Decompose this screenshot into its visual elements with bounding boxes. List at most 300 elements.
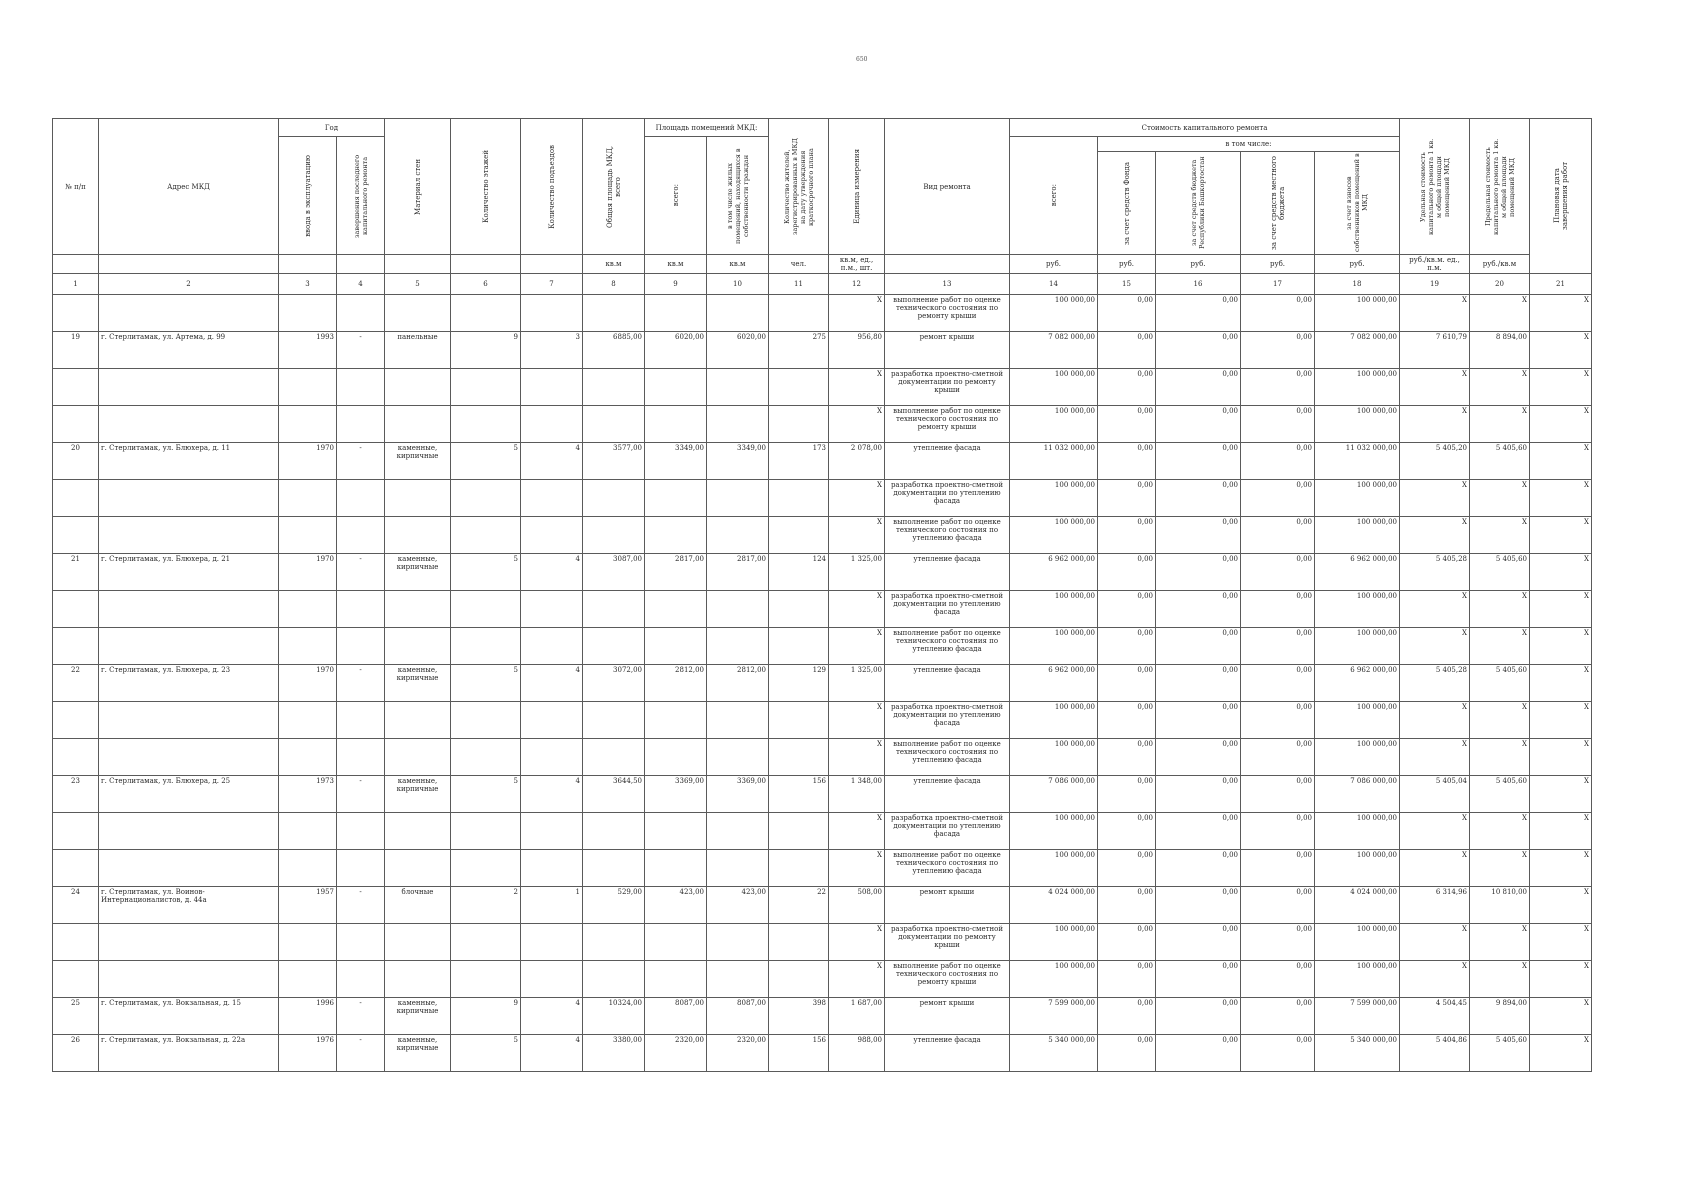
row-residents: 173 xyxy=(769,443,829,480)
row-total-area: 3644,50 xyxy=(583,776,645,813)
row-cost-owners: 100 000,00 xyxy=(1315,702,1400,739)
row-cost-fund: 0,00 xyxy=(1098,554,1156,591)
row-cost-fund: 0,00 xyxy=(1098,702,1156,739)
row-max-cost: X xyxy=(1470,480,1530,517)
row-unit-measure: 1 325,00 xyxy=(829,554,885,591)
row-residents xyxy=(769,739,829,776)
row-cost-local: 0,00 xyxy=(1241,739,1315,776)
row-cost-fund: 0,00 xyxy=(1098,961,1156,998)
row-work-type: ремонт крыши xyxy=(885,887,1010,924)
table-row xyxy=(53,480,1592,517)
row-wall-material: каменные, кирпичные xyxy=(385,443,451,480)
row-cost-local: 0,00 xyxy=(1241,776,1315,813)
column-number: 21 xyxy=(1530,274,1592,295)
row-last-repair xyxy=(337,517,385,554)
row-specific-cost: X xyxy=(1400,406,1470,443)
row-premises-included: 3369,00 xyxy=(707,776,769,813)
row-number: 23 xyxy=(53,776,99,813)
row-year xyxy=(279,480,337,517)
row-premises-included: 2812,00 xyxy=(707,665,769,702)
row-work-type: выполнение работ по оценке технического состояния по ремонту крыши xyxy=(885,961,1010,998)
row-total-area xyxy=(583,850,645,887)
row-cost-total: 7 082 000,00 xyxy=(1010,332,1098,369)
row-total-area xyxy=(583,739,645,776)
row-cost-republic: 0,00 xyxy=(1156,702,1241,739)
row-cost-owners: 100 000,00 xyxy=(1315,628,1400,665)
column-number: 10 xyxy=(707,274,769,295)
row-address xyxy=(99,850,279,887)
row-number: 19 xyxy=(53,332,99,369)
row-residents xyxy=(769,961,829,998)
row-year xyxy=(279,961,337,998)
row-premises-total xyxy=(645,295,707,332)
row-wall-material xyxy=(385,517,451,554)
table-row xyxy=(53,961,1592,998)
row-specific-cost: 5 405,04 xyxy=(1400,776,1470,813)
row-cost-local: 0,00 xyxy=(1241,924,1315,961)
row-wall-material xyxy=(385,813,451,850)
row-total-area: 6885,00 xyxy=(583,332,645,369)
row-unit-measure: 956,80 xyxy=(829,332,885,369)
row-last-repair: - xyxy=(337,665,385,702)
row-year xyxy=(279,702,337,739)
row-year: 1970 xyxy=(279,554,337,591)
header-address: Адрес МКД xyxy=(99,119,279,255)
row-entrances xyxy=(521,813,583,850)
row-work-type: разработка проектно-сметной документации по утеплению фасада xyxy=(885,813,1010,850)
row-max-cost: 8 894,00 xyxy=(1470,332,1530,369)
table-row xyxy=(53,776,1592,813)
row-unit-measure: X xyxy=(829,739,885,776)
row-entrances: 4 xyxy=(521,1035,583,1072)
row-cost-total: 7 599 000,00 xyxy=(1010,998,1098,1035)
unit-cell-year xyxy=(279,255,337,274)
row-cost-republic: 0,00 xyxy=(1156,776,1241,813)
row-premises-included xyxy=(707,517,769,554)
row-floors xyxy=(451,591,521,628)
row-cost-fund: 0,00 xyxy=(1098,332,1156,369)
row-year: 1996 xyxy=(279,998,337,1035)
row-premises-included: 8087,00 xyxy=(707,998,769,1035)
row-address xyxy=(99,702,279,739)
row-floors: 2 xyxy=(451,887,521,924)
row-floors xyxy=(451,739,521,776)
row-address xyxy=(99,739,279,776)
row-premises-included xyxy=(707,850,769,887)
row-premises-included xyxy=(707,924,769,961)
unit-cost-total: руб. xyxy=(1010,255,1098,274)
row-work-type: выполнение работ по оценке технического состояния по утеплению фасада xyxy=(885,739,1010,776)
row-last-repair: - xyxy=(337,887,385,924)
row-max-cost: X xyxy=(1470,924,1530,961)
row-entrances: 4 xyxy=(521,443,583,480)
row-entrances xyxy=(521,850,583,887)
row-premises-total xyxy=(645,369,707,406)
row-work-type: утепление фасада xyxy=(885,665,1010,702)
table-row xyxy=(53,554,1592,591)
row-residents: 156 xyxy=(769,776,829,813)
column-number: 1 xyxy=(53,274,99,295)
row-residents: 22 xyxy=(769,887,829,924)
row-cost-owners: 100 000,00 xyxy=(1315,369,1400,406)
row-address xyxy=(99,369,279,406)
row-cost-republic: 0,00 xyxy=(1156,924,1241,961)
row-premises-total: 2320,00 xyxy=(645,1035,707,1072)
table-row xyxy=(53,591,1592,628)
row-planned-date: X xyxy=(1530,591,1592,628)
row-cost-total: 4 024 000,00 xyxy=(1010,887,1098,924)
row-wall-material xyxy=(385,295,451,332)
row-unit-measure: 2 078,00 xyxy=(829,443,885,480)
column-number: 5 xyxy=(385,274,451,295)
row-unit-measure: X xyxy=(829,591,885,628)
header-residents: Количество жителей, зарегистрированных в МКД на дату утверждения краткосрочного плана xyxy=(769,119,829,255)
header-including: в том числе: xyxy=(1098,137,1400,152)
row-specific-cost: 5 405,20 xyxy=(1400,443,1470,480)
table-row xyxy=(53,739,1592,776)
row-cost-owners: 7 599 000,00 xyxy=(1315,998,1400,1035)
row-max-cost: 10 810,00 xyxy=(1470,887,1530,924)
row-work-type: разработка проектно-сметной документации по утеплению фасада xyxy=(885,591,1010,628)
row-cost-owners: 100 000,00 xyxy=(1315,961,1400,998)
row-cost-local: 0,00 xyxy=(1241,813,1315,850)
unit-cell-address xyxy=(99,255,279,274)
row-entrances xyxy=(521,406,583,443)
row-number xyxy=(53,739,99,776)
row-year: 1957 xyxy=(279,887,337,924)
row-planned-date: X xyxy=(1530,406,1592,443)
row-number: 20 xyxy=(53,443,99,480)
row-max-cost: 5 405,60 xyxy=(1470,665,1530,702)
row-cost-owners: 100 000,00 xyxy=(1315,850,1400,887)
row-floors xyxy=(451,480,521,517)
row-work-type: разработка проектно-сметной документации по утеплению фасада xyxy=(885,702,1010,739)
row-year xyxy=(279,850,337,887)
header-unit-measure: Единица измерения xyxy=(829,119,885,255)
row-cost-republic: 0,00 xyxy=(1156,887,1241,924)
row-premises-total: 6020,00 xyxy=(645,332,707,369)
row-cost-local: 0,00 xyxy=(1241,517,1315,554)
header-total-area: Общая площадь МКД, всего xyxy=(583,119,645,255)
row-wall-material: каменные, кирпичные xyxy=(385,1035,451,1072)
row-max-cost: X xyxy=(1470,961,1530,998)
row-wall-material xyxy=(385,406,451,443)
row-cost-republic: 0,00 xyxy=(1156,850,1241,887)
table-row xyxy=(53,628,1592,665)
row-cost-owners: 100 000,00 xyxy=(1315,739,1400,776)
row-cost-total: 7 086 000,00 xyxy=(1010,776,1098,813)
row-last-repair xyxy=(337,591,385,628)
row-planned-date: X xyxy=(1530,628,1592,665)
row-unit-measure: X xyxy=(829,480,885,517)
row-last-repair xyxy=(337,369,385,406)
row-cost-fund: 0,00 xyxy=(1098,480,1156,517)
row-planned-date: X xyxy=(1530,480,1592,517)
row-wall-material xyxy=(385,591,451,628)
row-premises-total xyxy=(645,924,707,961)
table-row xyxy=(53,406,1592,443)
row-planned-date: X xyxy=(1530,850,1592,887)
unit-residents: чел. xyxy=(769,255,829,274)
row-max-cost: X xyxy=(1470,406,1530,443)
row-premises-total xyxy=(645,961,707,998)
row-cost-owners: 100 000,00 xyxy=(1315,480,1400,517)
row-cost-total: 100 000,00 xyxy=(1010,295,1098,332)
unit-cell-floors xyxy=(451,255,521,274)
column-number: 14 xyxy=(1010,274,1098,295)
row-cost-owners: 4 024 000,00 xyxy=(1315,887,1400,924)
row-premises-included: 2817,00 xyxy=(707,554,769,591)
row-cost-owners: 6 962 000,00 xyxy=(1315,554,1400,591)
row-cost-total: 100 000,00 xyxy=(1010,813,1098,850)
row-work-type: разработка проектно-сметной документации по утеплению фасада xyxy=(885,480,1010,517)
unit-cell-repair xyxy=(337,255,385,274)
row-cost-total: 100 000,00 xyxy=(1010,961,1098,998)
row-premises-included xyxy=(707,295,769,332)
row-cost-republic: 0,00 xyxy=(1156,443,1241,480)
row-address: г. Стерлитамак, ул. Блюхера, д. 23 xyxy=(99,665,279,702)
row-wall-material xyxy=(385,850,451,887)
row-planned-date: X xyxy=(1530,443,1592,480)
row-unit-measure: X xyxy=(829,813,885,850)
row-cost-owners: 5 340 000,00 xyxy=(1315,1035,1400,1072)
row-cost-fund: 0,00 xyxy=(1098,665,1156,702)
table-row xyxy=(53,850,1592,887)
row-premises-total xyxy=(645,702,707,739)
row-max-cost: X xyxy=(1470,739,1530,776)
row-specific-cost: X xyxy=(1400,961,1470,998)
row-premises-included xyxy=(707,739,769,776)
header-specific-cost: Удельная стоимость капитального ремонта 1 кв. м общей площади помещений МКД xyxy=(1400,119,1470,255)
row-cost-total: 100 000,00 xyxy=(1010,850,1098,887)
row-cost-republic: 0,00 xyxy=(1156,517,1241,554)
row-cost-republic: 0,00 xyxy=(1156,480,1241,517)
row-last-repair: - xyxy=(337,1035,385,1072)
row-cost-owners: 11 032 000,00 xyxy=(1315,443,1400,480)
row-address: г. Стерлитамак, ул. Блюхера, д. 11 xyxy=(99,443,279,480)
row-premises-total: 2817,00 xyxy=(645,554,707,591)
unit-cell-material xyxy=(385,255,451,274)
row-entrances xyxy=(521,739,583,776)
row-number: 26 xyxy=(53,1035,99,1072)
row-entrances: 3 xyxy=(521,332,583,369)
row-residents xyxy=(769,295,829,332)
row-specific-cost: 5 405,28 xyxy=(1400,554,1470,591)
row-entrances xyxy=(521,924,583,961)
row-address xyxy=(99,961,279,998)
row-cost-local: 0,00 xyxy=(1241,369,1315,406)
row-cost-republic: 0,00 xyxy=(1156,665,1241,702)
row-cost-local: 0,00 xyxy=(1241,961,1315,998)
row-year xyxy=(279,517,337,554)
row-max-cost: X xyxy=(1470,369,1530,406)
column-number: 16 xyxy=(1156,274,1241,295)
row-planned-date: X xyxy=(1530,924,1592,961)
row-residents xyxy=(769,813,829,850)
row-unit-measure: X xyxy=(829,961,885,998)
row-work-type: утепление фасада xyxy=(885,1035,1010,1072)
row-number xyxy=(53,517,99,554)
row-floors xyxy=(451,628,521,665)
row-total-area: 3577,00 xyxy=(583,443,645,480)
row-residents: 398 xyxy=(769,998,829,1035)
row-premises-included xyxy=(707,480,769,517)
row-specific-cost: 6 314,96 xyxy=(1400,887,1470,924)
row-total-area xyxy=(583,480,645,517)
row-address: г. Стерлитамак, ул. Артема, д. 99 xyxy=(99,332,279,369)
row-planned-date: X xyxy=(1530,295,1592,332)
row-unit-measure: X xyxy=(829,406,885,443)
row-total-area xyxy=(583,295,645,332)
row-max-cost: X xyxy=(1470,813,1530,850)
row-cost-local: 0,00 xyxy=(1241,887,1315,924)
row-premises-total xyxy=(645,517,707,554)
row-unit-measure: X xyxy=(829,702,885,739)
row-specific-cost: 7 610,79 xyxy=(1400,332,1470,369)
row-cost-republic: 0,00 xyxy=(1156,961,1241,998)
row-floors: 9 xyxy=(451,332,521,369)
row-number xyxy=(53,369,99,406)
row-total-area: 10324,00 xyxy=(583,998,645,1035)
row-max-cost: X xyxy=(1470,628,1530,665)
row-floors xyxy=(451,702,521,739)
column-number: 11 xyxy=(769,274,829,295)
row-address xyxy=(99,628,279,665)
row-cost-fund: 0,00 xyxy=(1098,443,1156,480)
row-last-repair xyxy=(337,406,385,443)
row-cost-local: 0,00 xyxy=(1241,591,1315,628)
row-address xyxy=(99,591,279,628)
row-residents xyxy=(769,406,829,443)
table-row xyxy=(53,332,1592,369)
row-year xyxy=(279,591,337,628)
row-year: 1970 xyxy=(279,443,337,480)
row-total-area xyxy=(583,369,645,406)
row-address: г. Стерлитамак, ул. Блюхера, д. 25 xyxy=(99,776,279,813)
row-floors: 9 xyxy=(451,998,521,1035)
column-number: 3 xyxy=(279,274,337,295)
row-number: 22 xyxy=(53,665,99,702)
row-cost-local: 0,00 xyxy=(1241,332,1315,369)
row-max-cost: 5 405,60 xyxy=(1470,776,1530,813)
row-last-repair: - xyxy=(337,332,385,369)
table-row xyxy=(53,924,1592,961)
row-cost-total: 100 000,00 xyxy=(1010,591,1098,628)
row-number xyxy=(53,295,99,332)
row-premises-included xyxy=(707,813,769,850)
row-last-repair: - xyxy=(337,554,385,591)
column-number: 7 xyxy=(521,274,583,295)
row-residents: 275 xyxy=(769,332,829,369)
row-cost-republic: 0,00 xyxy=(1156,369,1241,406)
row-cost-total: 6 962 000,00 xyxy=(1010,554,1098,591)
row-number: 25 xyxy=(53,998,99,1035)
row-number xyxy=(53,813,99,850)
row-work-type: выполнение работ по оценке технического состояния по утеплению фасада xyxy=(885,628,1010,665)
row-planned-date: X xyxy=(1530,665,1592,702)
row-last-repair xyxy=(337,850,385,887)
unit-max-cost: руб./кв.м xyxy=(1470,255,1530,274)
row-wall-material xyxy=(385,739,451,776)
row-unit-measure: X xyxy=(829,628,885,665)
row-planned-date: X xyxy=(1530,998,1592,1035)
row-specific-cost: 4 504,45 xyxy=(1400,998,1470,1035)
table-row xyxy=(53,1035,1592,1072)
row-cost-republic: 0,00 xyxy=(1156,739,1241,776)
row-number xyxy=(53,480,99,517)
row-specific-cost: X xyxy=(1400,517,1470,554)
row-planned-date: X xyxy=(1530,554,1592,591)
row-work-type: утепление фасада xyxy=(885,776,1010,813)
row-cost-local: 0,00 xyxy=(1241,295,1315,332)
row-cost-owners: 100 000,00 xyxy=(1315,406,1400,443)
row-last-repair xyxy=(337,961,385,998)
header-max-cost: Предельная стоимость капитального ремонта 1 кв. м общей площади помещений МКД xyxy=(1470,119,1530,255)
header-n: № п/п xyxy=(53,119,99,255)
row-cost-local: 0,00 xyxy=(1241,480,1315,517)
row-cost-owners: 100 000,00 xyxy=(1315,517,1400,554)
row-cost-fund: 0,00 xyxy=(1098,1035,1156,1072)
row-max-cost: X xyxy=(1470,850,1530,887)
row-entrances: 4 xyxy=(521,554,583,591)
row-wall-material: каменные, кирпичные xyxy=(385,665,451,702)
unit-cell-entrances xyxy=(521,255,583,274)
row-premises-total: 3369,00 xyxy=(645,776,707,813)
row-work-type: ремонт крыши xyxy=(885,332,1010,369)
row-premises-included xyxy=(707,702,769,739)
row-number xyxy=(53,924,99,961)
row-cost-total: 5 340 000,00 xyxy=(1010,1035,1098,1072)
column-number: 17 xyxy=(1241,274,1315,295)
row-cost-fund: 0,00 xyxy=(1098,369,1156,406)
row-last-repair: - xyxy=(337,443,385,480)
table-row xyxy=(53,998,1592,1035)
unit-cost-fund: руб. xyxy=(1098,255,1156,274)
row-premises-total: 3349,00 xyxy=(645,443,707,480)
row-premises-included: 2320,00 xyxy=(707,1035,769,1072)
row-premises-total: 2812,00 xyxy=(645,665,707,702)
table-row xyxy=(53,369,1592,406)
header-entrances: Количество подъездов xyxy=(521,119,583,255)
row-cost-fund: 0,00 xyxy=(1098,776,1156,813)
row-cost-local: 0,00 xyxy=(1241,628,1315,665)
row-floors xyxy=(451,924,521,961)
table-row xyxy=(53,443,1592,480)
row-cost-republic: 0,00 xyxy=(1156,591,1241,628)
row-cost-fund: 0,00 xyxy=(1098,998,1156,1035)
unit-cost-local: руб. xyxy=(1241,255,1315,274)
table-row xyxy=(53,517,1592,554)
row-premises-total: 423,00 xyxy=(645,887,707,924)
row-cost-fund: 0,00 xyxy=(1098,628,1156,665)
row-residents xyxy=(769,480,829,517)
row-floors xyxy=(451,517,521,554)
row-planned-date: X xyxy=(1530,813,1592,850)
header-cost-group: Стоимость капитального ремонта xyxy=(1010,119,1400,137)
row-number xyxy=(53,591,99,628)
row-floors: 5 xyxy=(451,1035,521,1072)
row-cost-local: 0,00 xyxy=(1241,1035,1315,1072)
row-cost-total: 6 962 000,00 xyxy=(1010,665,1098,702)
row-address xyxy=(99,517,279,554)
row-unit-measure: X xyxy=(829,924,885,961)
row-planned-date: X xyxy=(1530,702,1592,739)
header-cost-republic: за счет средств бюджета Республики Башкортостан xyxy=(1156,152,1241,255)
row-unit-measure: X xyxy=(829,295,885,332)
row-cost-local: 0,00 xyxy=(1241,850,1315,887)
row-planned-date: X xyxy=(1530,961,1592,998)
row-year xyxy=(279,628,337,665)
